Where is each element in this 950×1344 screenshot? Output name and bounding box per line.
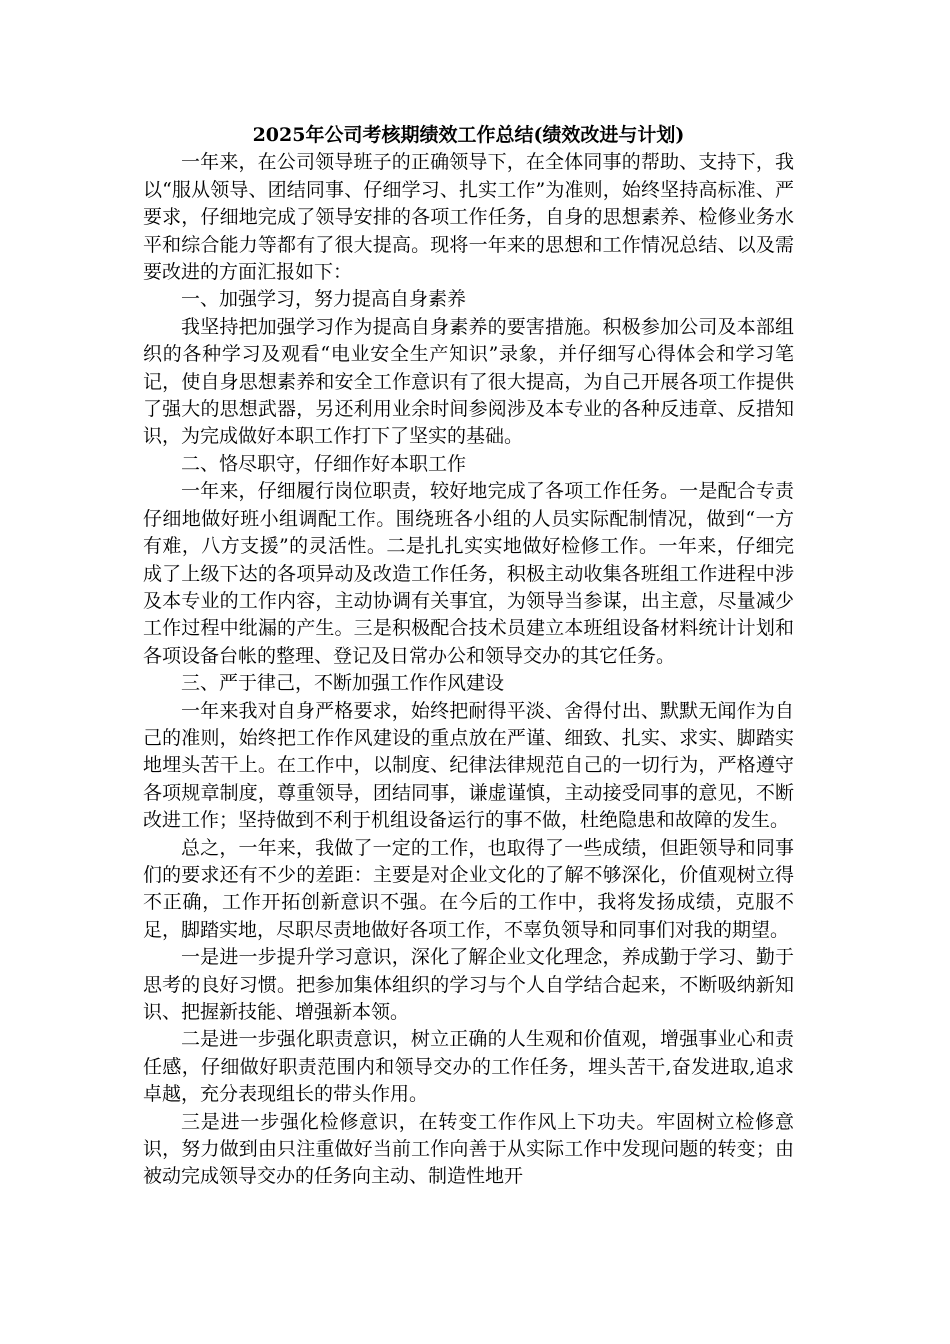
plan-paragraph-2: 二是进一步强化职责意识，树立正确的人生观和价值观，增强事业心和责任感，仔细做好职责范围内和领导交办的工作任务，埋头苦干,奋发进取,追求卓越，充分表现组长的带头作用。 xyxy=(143,1028,794,1106)
section-paragraph-2: 一年来，仔细履行岗位职责，较好地完成了各项工作任务。一是配合专责仔细地做好班小组调配工作。围绕班各小组的人员实际配制情况，做到“一方有难，八方支援”的灵活性。二是扎扎实实地做好检修工作。一年来，仔细完成了上级下达的各项异动及改造工作任务，积极主动收集各班组工作进程中涉及本专业的工作内容，主动协调有关事宜，为领导当参谋，出主意，尽量减少工作过程中纰漏的产生。三是积极配合技术员建立本班组设备材料统计计划和各项设备台帐的整理、登记及日常办公和领导交办的其它任务。 xyxy=(143,480,794,667)
intro-paragraph: 一年来，在公司领导班子的正确领导下，在全体同事的帮助、支持下，我以“服从领导、团结同事、仔细学习、扎实工作”为准则，始终坚持高标准、严要求，仔细地完成了领导安排的各项工作任务，自身的思想素养、检修业务水平和综合能力等都有了很大提高。现将一年来的思想和工作情况总结、以及需要改进的方面汇报如下： xyxy=(143,151,794,284)
document-title: 2025年公司考核期绩效工作总结(绩效改进与计划) xyxy=(252,124,685,146)
section-heading-2: 二、恪尽职守，仔细作好本职工作 xyxy=(181,452,467,475)
document-body xyxy=(143,122,794,1191)
section-paragraph-1: 我坚持把加强学习作为提高自身素养的要害措施。积极参加公司及本部组织的各种学习及观看“电业安全生产知识”录象，并仔细写心得体会和学习笔记，使自身思想素养和安全工作意识有了很大提高，为自己开展各项工作提供了强大的思想武器，另还利用业余时间参阅涉及本专业的各种反违章、反措知识，为完成做好本职工作打下了坚实的基础。 xyxy=(143,315,794,448)
summary-paragraph: 总之，一年来，我做了一定的工作，也取得了一些成绩，但距领导和同事们的要求还有不少的差距：主要是对企业文化的了解不够深化，价值观树立得不正确，工作开拓创新意识不强。在今后的工作中，我将发扬成绩，克服不足，脚踏实地，尽职尽责地做好各项工作，不辜负领导和同事们对我的期望。 xyxy=(143,836,794,941)
section-heading-3: 三、严于律己，不断加强工作作风建设 xyxy=(181,672,505,695)
section-paragraph-3: 一年来我对自身严格要求，始终把耐得平淡、舍得付出、默默无闻作为自己的准则，始终把工作作风建设的重点放在严谨、细致、扎实、求实、脚踏实地埋头苦干上。在工作中，以制度、纪律法律规范自己的一切行为，严格遵守各项规章制度，尊重领导，团结同事，谦虚谨慎，主动接受同事的意见，不断改进工作；坚持做到不利于机组设备运行的事不做，杜绝隐患和故障的发生。 xyxy=(143,699,794,832)
section-heading-1: 一、加强学习，努力提高自身素养 xyxy=(181,288,467,311)
plan-paragraph-3: 三是进一步强化检修意识，在转变工作作风上下功夫。牢固树立检修意识，努力做到由只注重做好当前工作向善于从实际工作中发现问题的转变；由被动完成领导交办的任务向主动、制造性地开 xyxy=(143,1110,794,1188)
plan-paragraph-1: 一是进一步提升学习意识，深化了解企业文化理念，养成勤于学习、勤于思考的良好习惯。把参加集体组织的学习与个人自学结合起来，不断吸纳新知识、把握新技能、增强新本领。 xyxy=(143,946,794,1023)
